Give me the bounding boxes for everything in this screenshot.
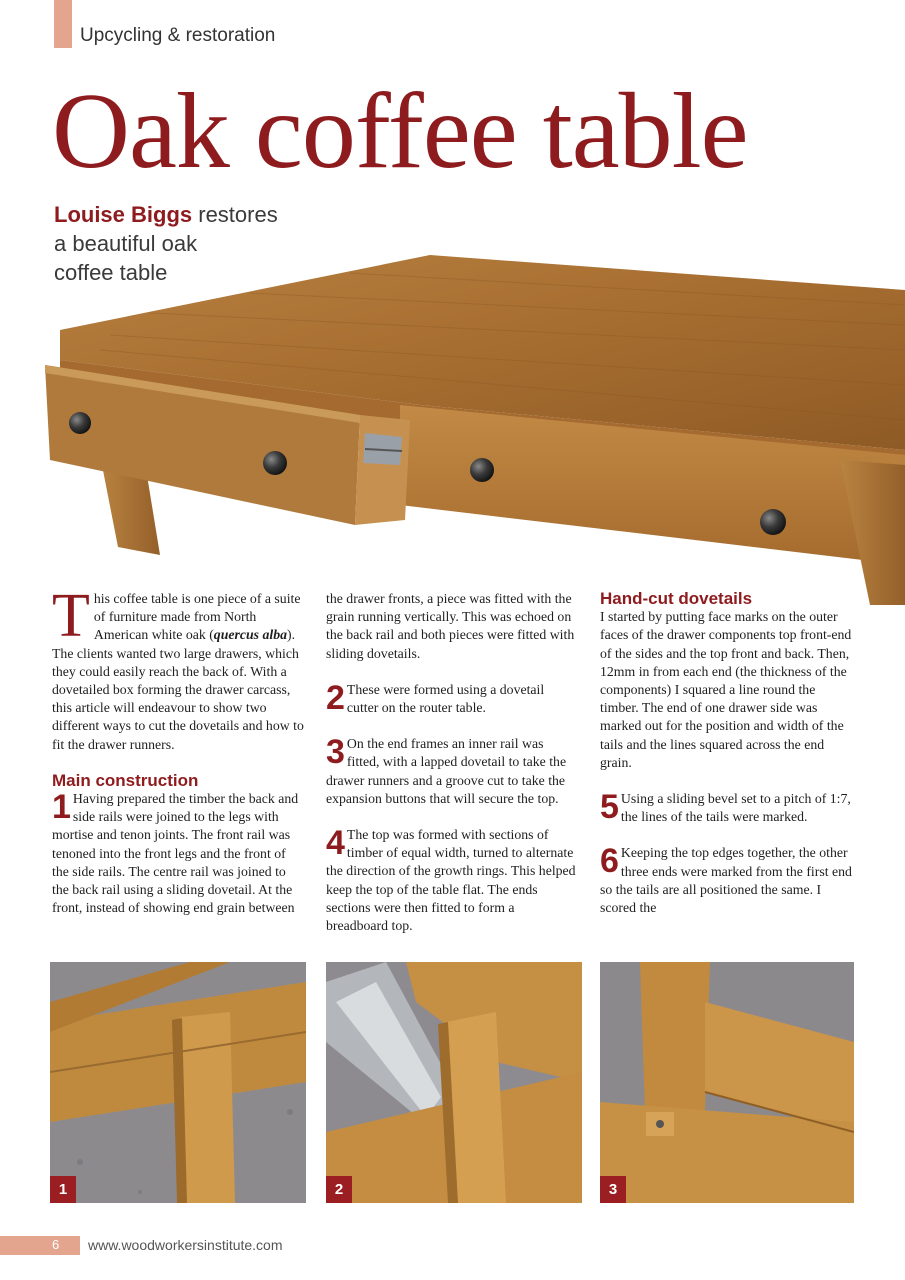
footer-url: www.woodworkersinstitute.com [88, 1237, 283, 1253]
column-3 [600, 590, 852, 917]
step-number: 1 [52, 788, 71, 827]
step-1: 1 Having prepared the timber the back and side rails were joined to the legs with mortise and tenon joints. The front rail was tenoned into the front legs and the front of the side rails. The centre rail was joined to the back rail using a sliding dovetail. At the front, instead of showing end grain between [52, 788, 299, 916]
section-label: Upcycling & restoration [80, 25, 276, 46]
column-1 [52, 582, 304, 917]
step-4: 4 The top was formed with sections of timber of equal width, turned to alternate the direction of the growth rings. This helped keep the top of the table flat. The ends sections were then fitted to form a breadboard top. [326, 824, 576, 934]
step-number: 5 [600, 788, 619, 827]
heading-main-construction: Main construction [52, 770, 199, 790]
step-6: 6 Keeping the top edges together, the other three ends were marked from the first end so the tails are all positioned the same. I scored the [600, 842, 852, 916]
photo-badge: 1 [50, 1176, 76, 1203]
section-tab [54, 0, 72, 48]
intro-paragraph: This coffee table is one piece of a suite of furniture made from North American white oak (quercus alba). The clients wanted two large drawers, which they could easily reach the back of. With a dovetailed box forming the drawer carcass, this article will endeavour to show two different ways to cut the dovetails and how to fit the drawer runners. [52, 582, 304, 752]
photo-badge: 2 [326, 1176, 352, 1203]
step-3: 3 On the end frames an inner rail was fitted, with a lapped dovetail to take the drawer runners and a groove cut to take the expansion buttons that will secure the top. [326, 733, 567, 806]
step-5: 5 Using a sliding bevel set to a pitch of 1:7, the lines of the tails were marked. [600, 788, 851, 827]
heading-hand-cut-dovetails: Hand-cut dovetails [600, 589, 753, 608]
step-number: 2 [326, 678, 345, 717]
standfirst-line1: restores [192, 202, 278, 227]
photo-badge: 3 [600, 1176, 626, 1203]
drop-cap: T [52, 582, 90, 650]
photo-end-frame [600, 962, 854, 1203]
step-number: 4 [326, 824, 345, 863]
latin-name: quercus alba [213, 627, 288, 643]
step-number: 6 [600, 842, 619, 881]
page-number: 6 [52, 1237, 60, 1252]
step-number: 3 [326, 733, 345, 772]
photo-drawer-runner [326, 962, 582, 1203]
step-1-continued: the drawer fronts, a piece was fitted with the grain running vertically. This was echoed on the back rail and both pieces were fitted with sliding dovetails. [326, 591, 575, 661]
standfirst-line3: coffee table [54, 260, 168, 285]
standfirst-line2: a beautiful oak [54, 231, 198, 256]
dovetails-intro: I started by putting face marks on the outer faces of the drawer components top front-end of the sides and the top front and back. Then, 12mm in from each end (the thickness of the components) I squared a line round the timber. The end of one drawer side was marked out for the position and width of the tails and the lines squared across the end grain. [600, 609, 852, 770]
column-2 [326, 590, 578, 935]
article-title: Oak coffee table [52, 72, 748, 191]
footer-tab [0, 1236, 80, 1255]
photo-frame-joints [50, 962, 306, 1203]
author-name: Louise Biggs [54, 202, 193, 227]
step-2: 2 These were formed using a dovetail cutter on the router table. [326, 678, 545, 717]
hero-table-photo [0, 255, 905, 605]
